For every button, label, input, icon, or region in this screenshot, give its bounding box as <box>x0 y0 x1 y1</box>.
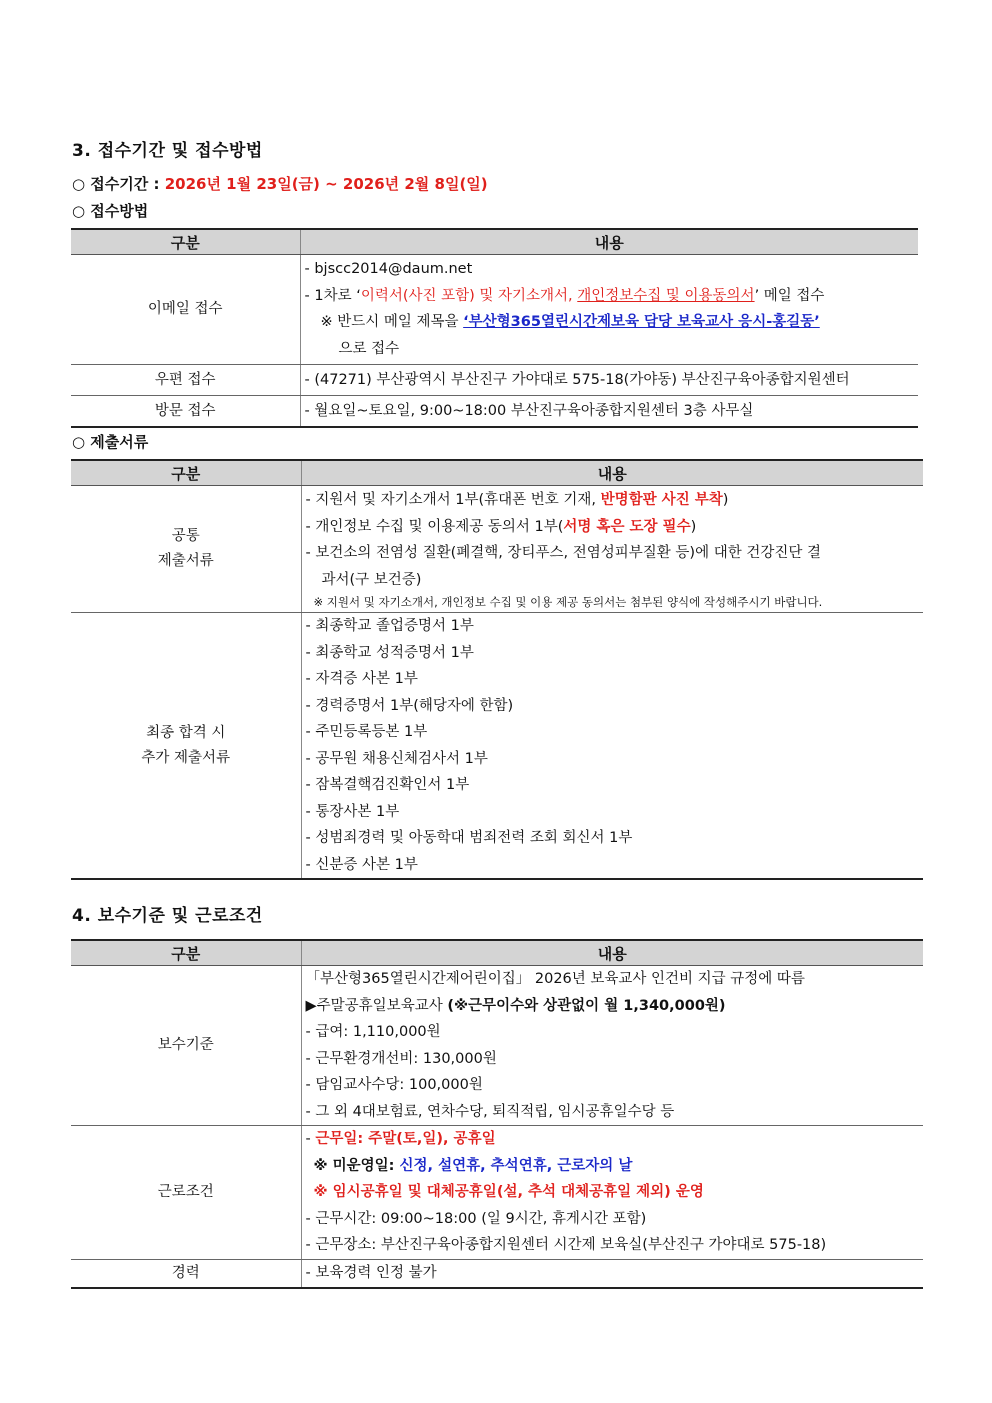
career-content: - 보육경력 인정 불가 <box>305 1264 437 1281</box>
postal-content: - (47271) 부산광역시 부산진구 가야대로 575-18(가야동) 부산진구육아종합지원센터 <box>304 371 850 388</box>
common-item-3: - 보건소의 전염성 질환(폐결핵, 장티푸스, 전염성피부질환 등)에 대한 건강진단 결 <box>305 545 821 561</box>
final-category: 최종 합격 시 추가 제출서류 <box>71 613 301 880</box>
section3-title: 3. 접수기간 및 접수방법 <box>72 141 263 161</box>
list-item: - 공무원 채용신체검사서 1부 <box>305 750 488 767</box>
visit-content: - 월요일~토요일, 9:00~18:00 부산진구육아종합지원센터 3층 사무실 <box>304 402 754 419</box>
pay-line-2: ▶주말공휴일보육교사 (※근무이수와 상관없이 월 1,340,000원) <box>305 997 726 1014</box>
postal-category: 우편 접수 <box>71 365 300 396</box>
table-row-career <box>71 1259 923 1288</box>
table-row-visit <box>71 396 918 428</box>
conditions-line-4: - 근무시간: 09:00~18:00 (일 9시간, 휴게시간 포함) <box>305 1210 647 1227</box>
email-line2: - 1차로 ‘이력서(사진 포함) 및 자기소개서, 개인정보수집 및 이용동의서’ 메일 접수 <box>304 287 825 304</box>
list-item: - 성범죄경력 및 아동학대 범죄전력 조회 회신서 1부 <box>305 830 633 846</box>
list-item: - 최종학교 졸업증명서 1부 <box>305 618 474 634</box>
conditions-line-5: - 근무장소: 부산진구육아종합지원센터 시간제 보육실(부산진구 가야대로 575-18) <box>305 1237 827 1253</box>
table-header-content: 내용 <box>301 940 923 966</box>
pay-line-3: - 급여: 1,110,000원 <box>305 1024 441 1040</box>
email-note-end: 으로 접수 <box>338 340 400 357</box>
email-note: ※ 반드시 메일 제목을 ‘부산형365열린시간제보육 담당 보육교사 응시-홍길동’ <box>320 314 820 330</box>
email-category: 이메일 접수 <box>71 255 300 365</box>
list-item: - 경력증명서 1부(해당자에 한함) <box>305 697 514 714</box>
visit-category: 방문 접수 <box>71 396 300 428</box>
list-item: - 잠복결핵검진확인서 1부 <box>305 777 470 793</box>
table-row-email <box>71 255 918 365</box>
table-header-content: 내용 <box>301 460 923 486</box>
pay-line-1: 「부산형365열린시간제어린이집」 2026년 보육교사 인건비 지급 규정에 따름 <box>305 971 805 987</box>
table-row-conditions <box>71 1126 923 1260</box>
period-value: 2026년 1월 23일(금) ~ 2026년 2월 8일(일) <box>164 175 488 193</box>
pay-line-5: - 담임교사수당: 100,000원 <box>305 1077 483 1093</box>
table-header-category: 구분 <box>71 940 301 966</box>
table-row-common <box>71 486 923 613</box>
documents-label: ○ 제출서류 <box>72 433 149 451</box>
pay-category: 보수기준 <box>71 966 301 1126</box>
list-item: - 신분증 사본 1부 <box>305 856 418 873</box>
pay-line-4: - 근무환경개선비: 130,000원 <box>305 1050 497 1067</box>
table-header-category: 구분 <box>71 460 301 486</box>
list-item: - 자격증 사본 1부 <box>305 671 418 687</box>
table-header-content: 내용 <box>300 229 918 255</box>
table-header-category: 구분 <box>71 229 300 255</box>
section4-title: 4. 보수기준 및 근로조건 <box>72 906 263 926</box>
common-category: 공통 제출서류 <box>71 486 301 613</box>
conditions-line-3: ※ 임시공휴일 및 대체공휴일(설, 추석 대체공휴일 제외) 운영 <box>313 1184 704 1200</box>
list-item: - 통장사본 1부 <box>305 803 400 820</box>
conditions-line-2: ※ 미운영일: 신정, 설연휴, 추석연휴, 근로자의 날 <box>313 1157 633 1174</box>
pay-table <box>71 939 923 1289</box>
common-item-1: - 지원서 및 자기소개서 1부(휴대폰 번호 기재, 반명함판 사진 부착) <box>305 492 729 508</box>
period-label: ○ 접수기간 : <box>72 175 165 193</box>
email-address: - bjscc2014@daum.net <box>304 261 473 277</box>
conditions-category: 근로조건 <box>71 1126 301 1260</box>
pay-line-6: - 그 외 4대보험료, 연차수당, 퇴직적립, 임시공휴일수당 등 <box>305 1103 675 1120</box>
conditions-line-1: - 근무일: 주말(토,일), 공휴일 <box>305 1131 496 1147</box>
period-line <box>72 173 488 194</box>
table-row-pay <box>71 966 923 1126</box>
list-item: - 최종학교 성적증명서 1부 <box>305 644 474 661</box>
career-category: 경력 <box>71 1259 301 1288</box>
documents-table <box>71 459 923 880</box>
common-item-2: - 개인정보 수집 및 이용제공 동의서 1부(서명 혹은 도장 필수) <box>305 518 697 535</box>
reception-table <box>71 228 918 428</box>
method-label: ○ 접수방법 <box>72 202 149 220</box>
common-item-3-cont: 과서(구 보건증) <box>321 571 422 588</box>
table-row-final <box>71 613 923 880</box>
common-note: ※ 지원서 및 자기소개서, 개인정보 수집 및 이용 제공 동의서는 첨부된 양식에 작성해주시기 바랍니다. <box>313 595 823 609</box>
final-items <box>301 613 923 880</box>
list-item: - 주민등록등본 1부 <box>305 724 428 740</box>
table-row-postal <box>71 365 918 396</box>
